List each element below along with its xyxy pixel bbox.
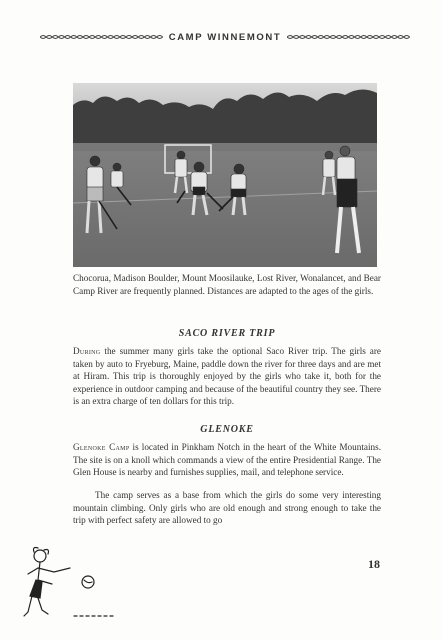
field-hockey-photo	[73, 83, 377, 267]
page-number: 18	[368, 557, 380, 571]
saco-body-text: the summer many girls take the optional Saco River trip. The girls are taken by auto to Fryeburg, Maine, paddle down the river for three days and are met at Hiram. This trip is thoroughly enjoyed by the girls who take it, both for the experience in outdoor camping and because of the beautiful country they see. There is an extra charge of ten dollars for this trip.	[73, 346, 381, 407]
saco-river-paragraph	[73, 345, 381, 408]
intro-paragraph: Chocorua, Madison Boulder, Mount Moosilauke, Lost River, Wonalancet, and Bear Camp River are frequently planned. Distances are adapted to the ages of the girls.	[73, 273, 381, 296]
saco-river-heading: SACO RIVER TRIP	[178, 328, 276, 339]
glenoke-lead-words: Glenoke Camp	[73, 442, 130, 452]
page-title: CAMP WINNEMONT	[168, 31, 282, 43]
page-header	[40, 30, 410, 44]
left-ornament-icon	[40, 34, 163, 40]
saco-lead-word: During	[73, 346, 101, 356]
glenoke-continued-paragraph: The camp serves as a base from which the girls do some very interesting mountain climbing. Only girls who are old enough and strong enough to take the trip with perfect safety are allowed to go	[73, 490, 381, 526]
glenoke-paragraph	[73, 441, 381, 479]
right-ornament-icon	[287, 34, 410, 40]
glenoke-heading: GLENOKE	[200, 424, 254, 435]
glenoke-body-text: is located in Pinkham Notch in the heart of the White Mountains. The site is on a knoll which commands a view of the entire Presidential Range. The Glen House is nearby and furnishes supplies, mail, and telephone service.	[73, 442, 381, 478]
bowling-girl-sketch-icon	[22, 546, 122, 622]
